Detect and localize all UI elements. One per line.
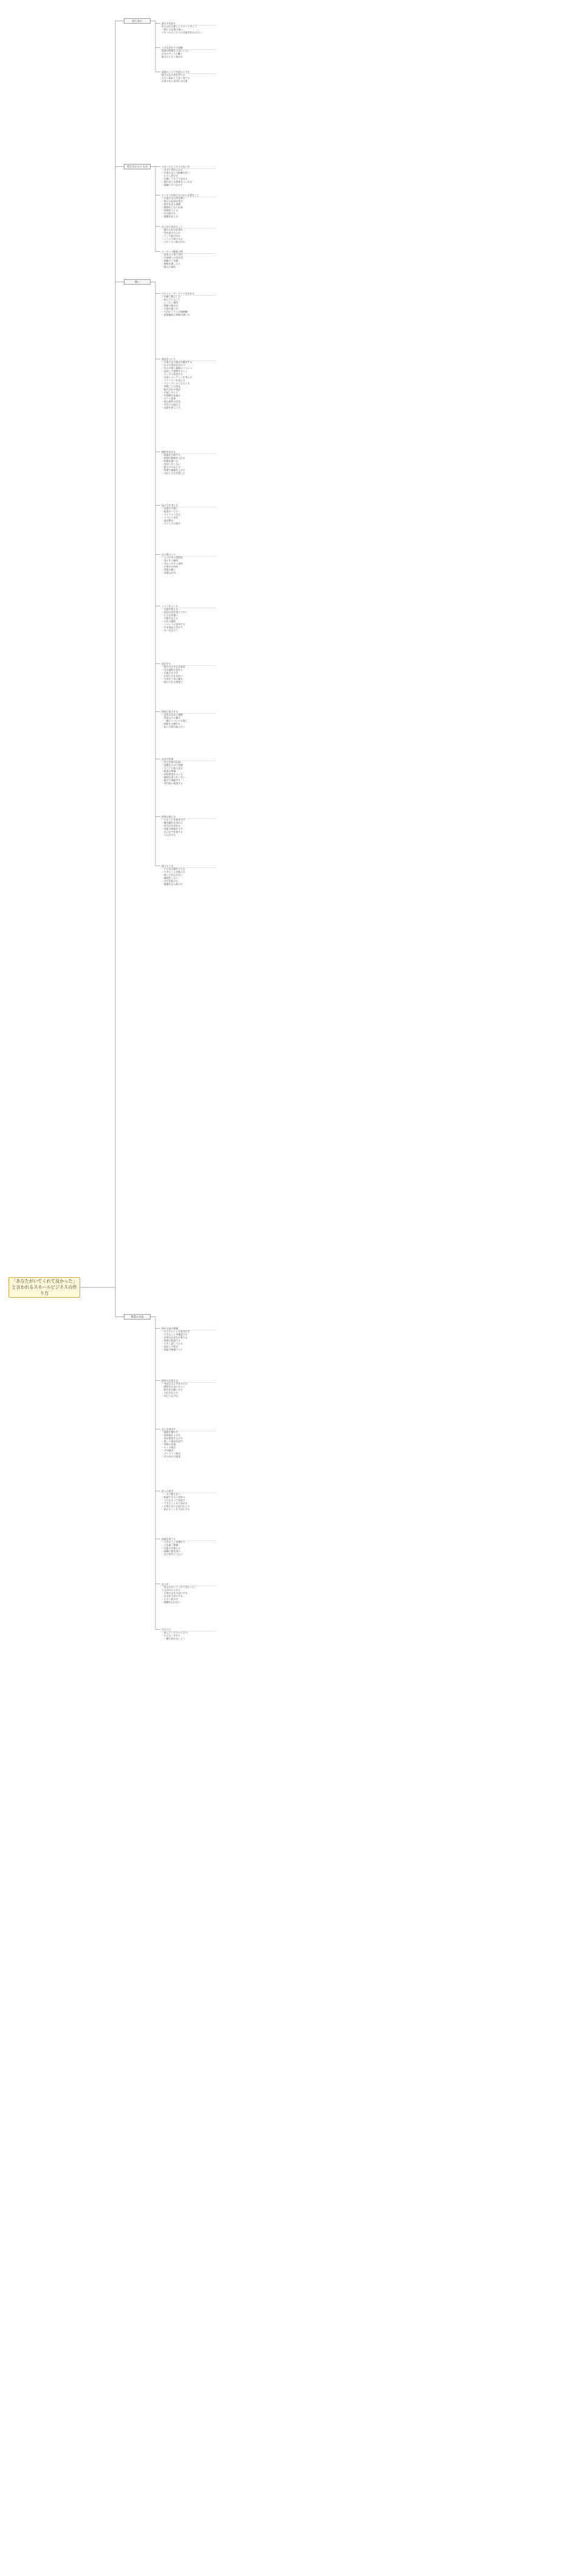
leaf-text-line: ・余裕資金をつくる bbox=[162, 773, 183, 776]
leaf-text-line: ・声を商品に活かす bbox=[162, 626, 183, 629]
leaf-text-line: ・よく行く場所 bbox=[162, 301, 179, 304]
leaf-text-line: ・やることを書き出す bbox=[162, 818, 185, 821]
leaf-text-line: ・読んでくださった方へ bbox=[162, 1631, 188, 1634]
leaf-text-line: ・客単価を上げる bbox=[162, 1434, 181, 1437]
leaf-text-line: ・一緒にイベントを開く bbox=[162, 719, 188, 722]
leaf-text-line: お金の管理 bbox=[162, 758, 174, 761]
leaf-text-line: ・品質を保つ工夫 bbox=[162, 406, 181, 409]
leaf-text-line: ・来店頻度を上げる bbox=[162, 1437, 183, 1440]
leaf-text-line: 大きな会社での経験 bbox=[162, 46, 183, 49]
leaf-text-line: ・ストーリーを添える bbox=[162, 379, 185, 382]
leaf-text-line: ・お試しサイズ bbox=[162, 391, 178, 394]
leaf-text-line: ・無理な借入をしない bbox=[162, 776, 185, 779]
leaf-text-line: ・どれくらい続けるか bbox=[162, 240, 185, 243]
leaf-text-line: ・困った時に助け合う bbox=[162, 725, 185, 728]
leaf-text-line: 最初のお客さま bbox=[162, 1379, 179, 1382]
leaf-text-line: ・季節の企画 bbox=[162, 1443, 176, 1446]
leaf-text-line: ・季節ごとの変化 bbox=[162, 385, 181, 388]
leaf-text-line: ビジネスを続けるために必要なこと bbox=[162, 193, 200, 197]
leaf-text-line: ・試作して感想をもらう bbox=[162, 370, 188, 373]
leaf-text-line: ・感想を正直にもらう bbox=[162, 1385, 185, 1388]
leaf-text-line: ・値上げの伝え方 bbox=[162, 466, 181, 469]
leaf-text-line: ・店頭で手渡し bbox=[162, 507, 179, 510]
leaf-text-line: ・お客さまの悩みを解決する bbox=[162, 361, 192, 364]
leaf-text-line: ・セット販売 bbox=[162, 1446, 176, 1449]
leaf-text-line: ・学びを続ける bbox=[162, 880, 179, 883]
leaf-text-line: ・次の世代へつなぐ bbox=[162, 1553, 183, 1556]
leaf-text-line: ・毎日の小さな出来事 bbox=[162, 665, 185, 668]
leaf-text-block bbox=[162, 864, 581, 886]
leaf-text-line: ・専門家に相談する bbox=[162, 782, 183, 785]
leaf-text-line: 家族の時間を大切にしたい bbox=[162, 49, 190, 52]
leaf-text-line: ・原価を計算する bbox=[162, 453, 181, 456]
leaf-text-line: ・写真を丁寧に撮る bbox=[162, 677, 183, 680]
branch-node[interactable]: 商い bbox=[124, 279, 151, 285]
leaf-text-line: ・立ち止まって見直す bbox=[162, 1499, 185, 1502]
leaf-text-line: ・情報の集め方 bbox=[162, 304, 179, 307]
leaf-text-block bbox=[162, 165, 581, 186]
leaf-text-line: ・情報を交換する bbox=[162, 722, 181, 725]
leaf-text-block bbox=[162, 662, 581, 683]
leaf-text-line: ・月ごとに振り返る bbox=[162, 767, 183, 770]
leaf-text-line: ・安売りをしない bbox=[162, 463, 181, 466]
leaf-text-line: ・家族の時間を守る bbox=[162, 827, 183, 830]
leaf-text-line: ・お客さまとの距離が近い bbox=[162, 171, 190, 174]
leaf-text-line: 売上を伸ばす bbox=[162, 1428, 176, 1431]
leaf-text-line: ・自分の得意を活かす bbox=[162, 364, 185, 367]
leaf-text-block bbox=[162, 46, 581, 58]
leaf-text-line: ・人を雇う準備 bbox=[162, 1544, 179, 1547]
leaf-text-line: ・人に任せる bbox=[162, 833, 176, 836]
leaf-text-line: ・お客さまの声を聞く bbox=[162, 196, 185, 200]
leaf-text-line: ・地域に根を張る bbox=[162, 1550, 181, 1553]
leaf-text-line: ・売上を毎日記録 bbox=[162, 761, 181, 764]
leaf-text-line: まとめ bbox=[162, 1582, 169, 1585]
leaf-text-line: 読み手を絞る bbox=[162, 22, 176, 25]
leaf-text-line: ・届出と手続き bbox=[162, 1345, 179, 1348]
leaf-text-line: 「あなたがいてくれて良かった」 bbox=[162, 1585, 197, 1588]
leaf-text-line: ・紹介をお願いする bbox=[162, 1388, 183, 1391]
leaf-text-line: 時間の使い方 bbox=[162, 815, 176, 818]
leaf-text-line: ・定期便の仕組み bbox=[162, 394, 181, 397]
leaf-text-line: ・数字を見る習慣 bbox=[162, 202, 181, 206]
leaf-text-block bbox=[162, 605, 581, 632]
branch-node[interactable]: はじめに bbox=[124, 18, 151, 24]
leaf-text-line: 始める前の準備 bbox=[162, 1327, 179, 1330]
leaf-text-line: ・自分で決められる bbox=[162, 168, 183, 171]
leaf-text-line: ・次につなげる bbox=[162, 1394, 179, 1397]
leaf-text-line: 続ける工夫 bbox=[162, 864, 174, 867]
leaf-text-line: ・やりたいことを書き出す bbox=[162, 1330, 190, 1333]
leaf-text-line: ・得意な人に頼る bbox=[162, 716, 181, 719]
leaf-text-line: ・法人向けの提案 bbox=[162, 1455, 181, 1458]
leaf-text-line: ・無理をしない bbox=[162, 876, 179, 880]
leaf-text-block bbox=[162, 358, 581, 409]
leaf-text-line: 続けられる形を考える bbox=[162, 73, 185, 76]
leaf-text-line: ファンをつくる bbox=[162, 605, 179, 608]
leaf-text-line: 起業のリスクを最小にする bbox=[162, 70, 190, 73]
leaf-text-line: ・作る手間と価格のバランス bbox=[162, 367, 192, 370]
leaf-text-line: 一般と大企業の違い bbox=[162, 28, 183, 31]
branch-node[interactable]: 考え方のつくり方 bbox=[124, 164, 151, 169]
leaf-text-line: 届け方を考える bbox=[162, 504, 179, 507]
leaf-text-line: ・仲間をつくる bbox=[162, 208, 179, 212]
leaf-text-line: ・続けられる頻度で bbox=[162, 680, 183, 683]
leaf-text-line: ・できることを確認する bbox=[162, 1333, 188, 1336]
leaf-text-line: ・一人で抱えない bbox=[162, 1493, 181, 1496]
leaf-text-line: ・名前を覚える bbox=[162, 608, 179, 611]
leaf-text-line: スモールビジネスの可能性を伝えたい bbox=[162, 31, 202, 34]
leaf-text-line: ・手書きのPOP bbox=[162, 565, 179, 568]
root-topic[interactable]: 「あなたがいてくれて良かった」と言われるスモールビジネスの作り方 bbox=[9, 1277, 80, 1298]
leaf-text-line: ・相場を調べる bbox=[162, 459, 179, 463]
leaf-text-line: ・感謝を伝え続ける bbox=[162, 883, 183, 886]
leaf-text-line: ・時間の価値を入れる bbox=[162, 456, 185, 459]
leaf-text-line: ・いくらで届けるか bbox=[162, 237, 183, 240]
leaf-text-line: ・支払い方法を整える bbox=[162, 472, 185, 475]
leaf-text-block bbox=[162, 450, 581, 475]
leaf-text-line: ・続けることを大切にする bbox=[162, 1508, 190, 1511]
leaf-text-line: ・客数を増やす bbox=[162, 1431, 179, 1434]
leaf-text-line: ・お礼の連絡 bbox=[162, 620, 176, 623]
leaf-text-line: と言われるために bbox=[162, 1588, 181, 1591]
leaf-text-line: ・入りやすい雰囲気 bbox=[162, 556, 183, 559]
leaf-text-line: ・楽しさを忘れない bbox=[162, 873, 183, 876]
leaf-text-line: ・できたことを数える bbox=[162, 870, 185, 873]
leaf-text-line: ・イベント出店 bbox=[162, 516, 179, 519]
leaf-text-line: ・名前とパッケージを考える bbox=[162, 376, 192, 379]
leaf-text-line: ・小さな目標を立てる bbox=[162, 867, 185, 870]
leaf-text-line: はじめに決めること bbox=[162, 225, 183, 228]
leaf-text-block bbox=[162, 1327, 581, 1351]
leaf-text-block bbox=[162, 1628, 581, 1640]
leaf-text-line: ・税金の準備 bbox=[162, 770, 176, 773]
leaf-text-line: ・地元素材の活用 bbox=[162, 400, 181, 403]
leaf-text-line: ・失敗しても立て直せる bbox=[162, 177, 188, 180]
leaf-text-line: ・地元の商店 bbox=[162, 265, 176, 269]
leaf-text-line: ・地域とのつながり bbox=[162, 183, 183, 186]
leaf-text-line: ・必要なお金を計算する bbox=[162, 1336, 188, 1339]
leaf-text-line: ・家族に相談する bbox=[162, 1339, 181, 1342]
leaf-text-block bbox=[162, 194, 581, 218]
leaf-text-line: ・仕組みを整える bbox=[162, 1547, 181, 1550]
leaf-text-line: ・小さな気遣い bbox=[162, 614, 179, 617]
leaf-text-line: ・分かりやすい説明 bbox=[162, 562, 183, 565]
leaf-text-block bbox=[162, 70, 581, 83]
leaf-text-line: スモールビジネスの良い点 bbox=[162, 164, 190, 168]
leaf-text-block bbox=[162, 1582, 581, 1604]
leaf-text-block bbox=[162, 1379, 581, 1397]
leaf-text-line: 自分のペースで働く bbox=[162, 52, 183, 55]
leaf-text-line: ・まとめて作業する bbox=[162, 830, 183, 833]
leaf-text-line: ・口コミでの紹介 bbox=[162, 522, 181, 525]
leaf-text-line: ターゲット顧客の例 bbox=[162, 250, 183, 254]
leaf-text-line: ありふれた新しいスタートアップ bbox=[162, 25, 197, 28]
leaf-text-line: ・高齢のご夫婦 bbox=[162, 259, 179, 263]
leaf-text-line: ・手作りの温かさ bbox=[162, 403, 181, 406]
leaf-text-line: ・小さな一歩から bbox=[162, 1634, 181, 1637]
leaf-text-line: ・数字で判断する bbox=[162, 779, 181, 782]
leaf-text-line: 地元で小さく始める bbox=[162, 55, 183, 58]
leaf-text-line: ・見やすい陳列 bbox=[162, 559, 179, 562]
leaf-text-line: ・できることを増やす bbox=[162, 1541, 185, 1544]
leaf-text-block bbox=[162, 553, 581, 574]
leaf-text-line: ・一緒に始めましょう bbox=[162, 1637, 185, 1640]
leaf-text-block bbox=[162, 1537, 581, 1556]
leaf-text-block bbox=[162, 225, 581, 243]
leaf-text-line: ・困っていること bbox=[162, 298, 181, 301]
leaf-text-line: ・身近な人に声をかける bbox=[162, 1382, 188, 1385]
leaf-text-line: ・学び続ける bbox=[162, 211, 176, 215]
leaf-text-line: ・オンライン販売 bbox=[162, 1452, 181, 1455]
leaf-text-block bbox=[162, 1428, 581, 1458]
leaf-text-line: ペルソナ・ターゲットを決める bbox=[162, 292, 195, 295]
leaf-text-block bbox=[162, 815, 581, 836]
leaf-text-line: ・お客さまに正直に伝える bbox=[162, 1505, 190, 1508]
leaf-text-line: ・清潔な店内 bbox=[162, 571, 176, 574]
leaf-text-line: ・開業の準備リスト bbox=[162, 1348, 183, 1351]
leaf-text-line: ・家族構成と時間の使い方 bbox=[162, 313, 190, 316]
leaf-text-line: ・休む日を決める bbox=[162, 824, 181, 827]
leaf-text-line: ・できることから始める bbox=[162, 1502, 188, 1505]
leaf-text-line: ・年齢と暮らし方 bbox=[162, 295, 181, 298]
leaf-text-line: 発信する bbox=[162, 662, 171, 665]
leaf-text-line: ・毎日の記録を残す bbox=[162, 199, 183, 203]
leaf-text-line: ・リピートしたくなる工夫 bbox=[162, 382, 190, 385]
leaf-text-block bbox=[162, 292, 581, 316]
leaf-text-line: ・小さく続ける bbox=[162, 1598, 179, 1601]
leaf-text-line: ・イベントに招待する bbox=[162, 623, 185, 626]
leaf-text-line: ・お客さまを大切にする bbox=[162, 1591, 188, 1595]
leaf-text-line: ・経費を分けて管理 bbox=[162, 764, 183, 767]
leaf-text-line: 仲間と協力する bbox=[162, 710, 179, 713]
leaf-text-line: 小さく始めて大きく育てる bbox=[162, 76, 190, 80]
leaf-text-line: ・顔の見える関係をつくれる bbox=[162, 180, 192, 183]
leaf-text-line: ・誰のための仕事か bbox=[162, 228, 183, 231]
leaf-text-line: ・作る過程を見せる bbox=[162, 668, 183, 671]
leaf-text-line: ・委託販売 bbox=[162, 519, 174, 522]
leaf-text-line: おわりに bbox=[162, 1628, 171, 1631]
leaf-text-line: ・新しい商品を試す bbox=[162, 1440, 183, 1443]
leaf-text-line: ・お客さまの声 bbox=[162, 671, 179, 674]
leaf-text-line: ・お金の使い方 bbox=[162, 307, 179, 310]
leaf-text-line: ・長く付き合う bbox=[162, 629, 179, 632]
leaf-text-line: お客さまに喜ばれる仕事 bbox=[162, 80, 188, 83]
branch-node[interactable]: 事業の方法 bbox=[124, 1314, 151, 1320]
leaf-text-line: ・優先順位を決める bbox=[162, 821, 183, 824]
leaf-text-line: ・相談できる人を持つ bbox=[162, 1496, 185, 1499]
leaf-text-line: ・無理をしない計画 bbox=[162, 205, 183, 209]
leaf-text-block bbox=[162, 22, 581, 34]
leaf-text-line: ・前回の話を覚えておく bbox=[162, 611, 188, 614]
leaf-text-line: ・手紙を添える bbox=[162, 617, 179, 620]
leaf-text-line: ・ギフト需要 bbox=[162, 397, 176, 400]
leaf-text-block bbox=[162, 250, 581, 268]
leaf-text-line: ・小さく試せる bbox=[162, 174, 179, 177]
leaf-text-line: ・小さく試してみる bbox=[162, 1342, 183, 1345]
leaf-text-line: ・オンライン注文 bbox=[162, 513, 181, 516]
leaf-text-line: ・特典で価値を上げる bbox=[162, 469, 185, 472]
leaf-text-line: ・趣味を楽しむ人 bbox=[162, 262, 181, 266]
leaf-text-line: ・感謝を忘れない bbox=[162, 1601, 181, 1604]
leaf-text-line: ・近所のお店と連携 bbox=[162, 713, 183, 716]
leaf-text-line: ・近所の子育て世代 bbox=[162, 253, 183, 257]
leaf-text-line: ・組み合わせ商品 bbox=[162, 388, 181, 391]
leaf-text-line: ・何を届けたいか bbox=[162, 231, 181, 234]
leaf-text-line: 価格を決める bbox=[162, 450, 176, 453]
leaf-text-line: ・どこで届けるか bbox=[162, 234, 181, 237]
leaf-text-block bbox=[162, 758, 581, 785]
leaf-text-line: 困った時は bbox=[162, 1490, 174, 1493]
leaf-text-block bbox=[162, 504, 581, 525]
leaf-text-line: ・少しずつ改良する bbox=[162, 373, 183, 376]
leaf-text-line: 事業を育てる bbox=[162, 1537, 176, 1541]
leaf-text-line: 商品をつくる bbox=[162, 358, 176, 361]
leaf-text-line: ・お礼を伝える bbox=[162, 1391, 179, 1394]
leaf-text-line: ・大切にしている価値観 bbox=[162, 310, 188, 313]
leaf-text-block bbox=[162, 1490, 581, 1511]
leaf-text-line: 売り場づくり bbox=[162, 553, 176, 556]
leaf-text-line: ・自分を大切にする bbox=[162, 1595, 183, 1598]
leaf-text-block bbox=[162, 710, 581, 728]
leaf-text-line: ・お知らせを早めに bbox=[162, 674, 183, 677]
leaf-text-line: ・感謝を伝える bbox=[162, 214, 179, 218]
leaf-text-line: ・仕事帰りの会社員 bbox=[162, 256, 183, 260]
leaf-text-line: ・季節の飾り bbox=[162, 568, 176, 571]
leaf-text-line: ・予約販売 bbox=[162, 1449, 174, 1452]
leaf-text-line: ・配達サービス bbox=[162, 510, 179, 513]
